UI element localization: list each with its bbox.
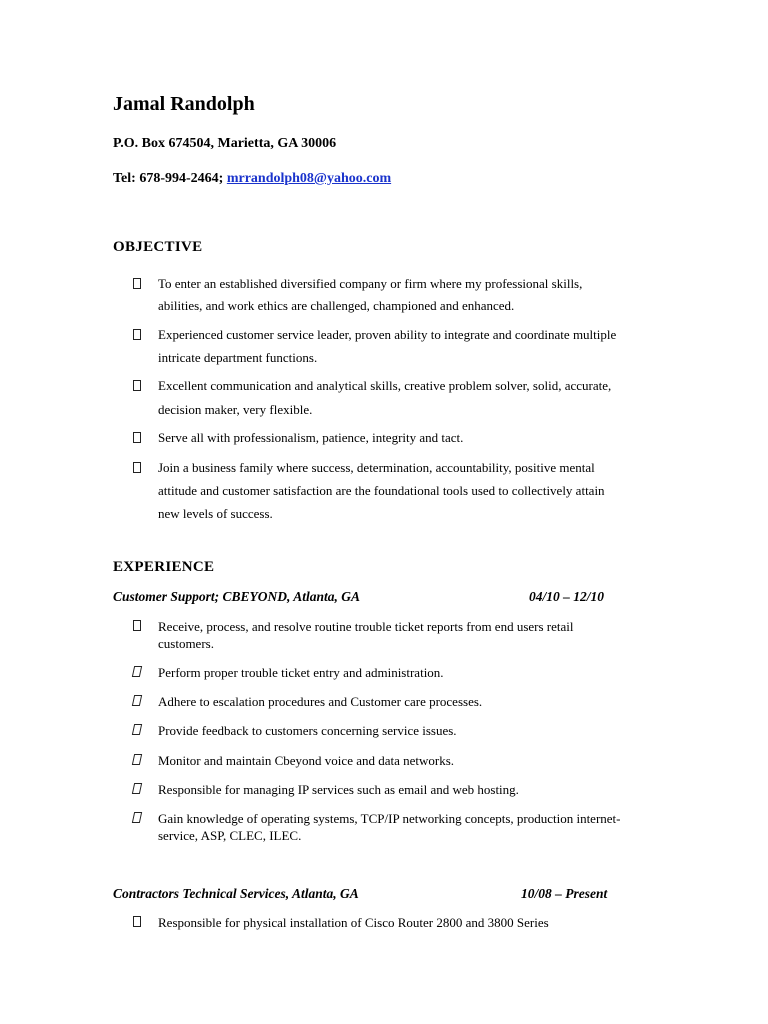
experience-line: Provide feedback to customers concerning service issues.: [158, 723, 457, 738]
job-dates: 04/10 – 12/10: [529, 589, 605, 604]
bullet-icon: [133, 462, 141, 473]
bullet-icon: [133, 329, 141, 340]
objective-line: attitude and customer satisfaction are the foundational tools used to collectively attain: [158, 483, 605, 498]
bullet-icon: [132, 812, 142, 823]
experience-heading: EXPERIENCE: [113, 559, 215, 575]
bullet-icon: [133, 278, 141, 289]
experience-line: Responsible for managing IP services such as email and web hosting.: [158, 782, 519, 797]
experience-line: service, ASP, CLEC, ILEC.: [158, 828, 302, 843]
objective-line: new levels of success.: [158, 506, 273, 521]
bullet-icon: [133, 620, 141, 631]
bullet-icon: [132, 754, 142, 765]
job-dates: 10/08 – Present: [521, 886, 608, 901]
objective-heading: OBJECTIVE: [113, 239, 203, 255]
objective-line: To enter an established diversified company or firm where my professional skills,: [158, 276, 583, 291]
bullet-icon: [133, 380, 141, 391]
objective-line: Join a business family where success, determination, accountability, positive mental: [158, 460, 595, 475]
bullet-icon: [132, 695, 142, 706]
job-title: Contractors Technical Services, Atlanta, GA: [113, 886, 359, 901]
experience-line: Receive, process, and resolve routine trouble ticket reports from end users retail: [158, 619, 574, 634]
address-line: P.O. Box 674504, Marietta, GA 30006: [113, 136, 337, 151]
bullet-icon: [133, 916, 141, 927]
job-title: Customer Support; CBEYOND, Atlanta, GA: [113, 589, 361, 604]
experience-line: Gain knowledge of operating systems, TCP/IP networking concepts, production internet-: [158, 811, 621, 826]
bullet-icon: [132, 724, 142, 735]
experience-line: Monitor and maintain Cbeyond voice and data networks.: [158, 753, 455, 768]
objective-line: Excellent communication and analytical skills, creative problem solver, solid, accurate,: [158, 378, 612, 393]
experience-line: customers.: [158, 636, 214, 651]
bullet-icon: [133, 432, 141, 443]
objective-line: decision maker, very flexible.: [158, 402, 313, 417]
email-link[interactable]: mrrandolph08@yahoo.com: [226, 171, 392, 186]
bullet-icon: [132, 666, 142, 677]
objective-line: Experienced customer service leader, proven ability to integrate and coordinate multiple: [158, 327, 617, 342]
objective-line: abilities, and work ethics are challenged, championed and enhanced.: [158, 298, 515, 313]
phone-text: Tel: 678-994-2464;: [113, 171, 227, 186]
candidate-name: Jamal Randolph: [113, 93, 255, 115]
bullet-icon: [132, 783, 142, 794]
contact-line: [113, 171, 391, 187]
experience-line: Responsible for physical installation of Cisco Router 2800 and 3800 Series: [158, 915, 549, 930]
experience-line: Perform proper trouble ticket entry and administration.: [158, 665, 444, 680]
experience-line: Adhere to escalation procedures and Customer care processes.: [158, 694, 483, 709]
objective-line: Serve all with professionalism, patience, integrity and tact.: [158, 430, 464, 445]
objective-line: intricate department functions.: [158, 350, 318, 365]
